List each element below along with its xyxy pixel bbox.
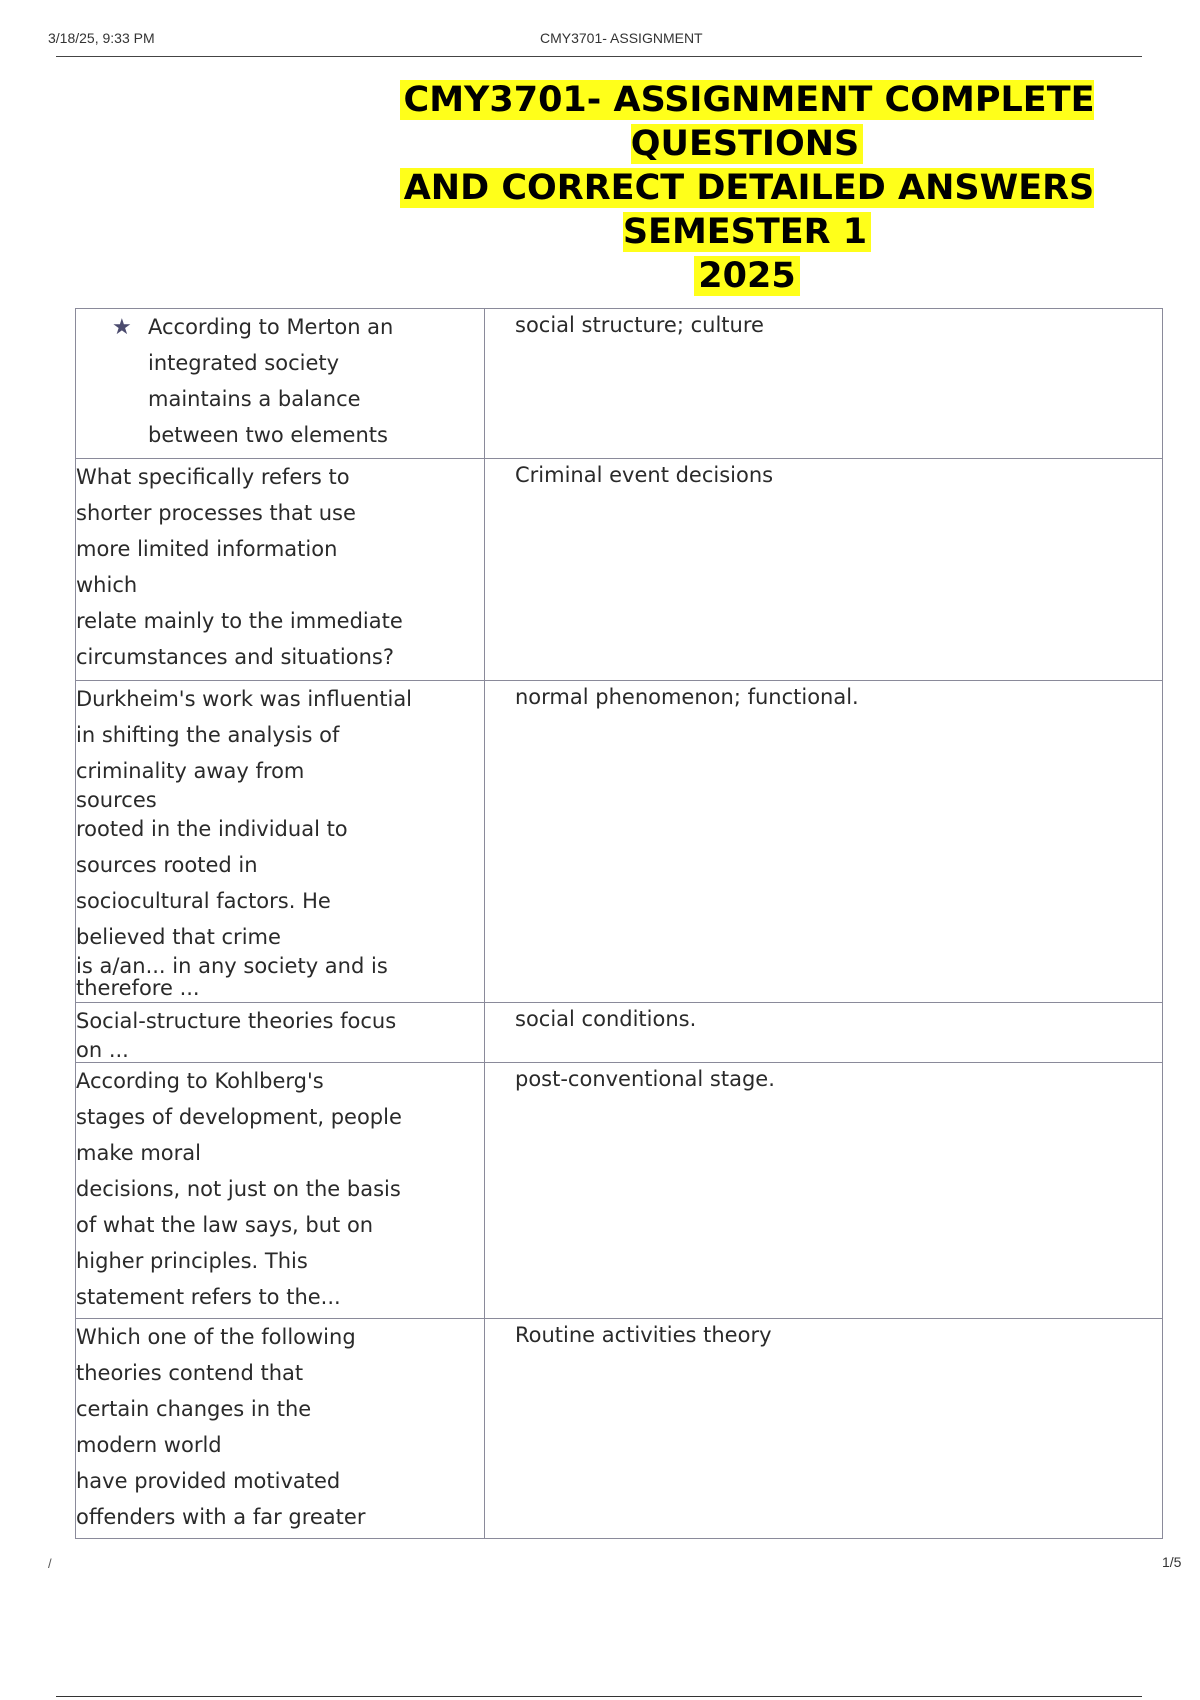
question-line: higher principles. This <box>76 1249 308 1273</box>
question-line: What specifically refers to <box>76 465 350 489</box>
question-line: shorter processes that use <box>76 501 356 525</box>
table-row <box>76 1319 1163 1539</box>
question-cell <box>76 681 485 1003</box>
question-cell <box>76 1063 485 1319</box>
question-cell <box>76 309 485 459</box>
question-line: stages of development, people <box>76 1105 402 1129</box>
answer-text: Criminal event decisions <box>515 463 774 487</box>
question-line: Durkheim's work was influential <box>76 687 413 711</box>
answer-text: social conditions. <box>515 1007 697 1031</box>
question-line: decisions, not just on the basis <box>76 1177 401 1201</box>
title-line-2: AND CORRECT DETAILED ANSWERS SEMESTER 1 <box>400 168 1095 252</box>
answer-cell <box>485 1319 1163 1539</box>
question-line: which <box>76 573 138 597</box>
title-line-3: 2025 <box>694 256 799 296</box>
answer-cell <box>485 681 1163 1003</box>
page-number: 1/5 <box>1162 1554 1182 1570</box>
question-line: relate mainly to the immediate <box>76 609 403 633</box>
question-line: is a/an... in any society and is <box>76 954 388 978</box>
title-line-1: CMY3701- ASSIGNMENT COMPLETE QUESTIONS <box>400 80 1095 164</box>
question-line: therefore ... <box>76 976 200 1000</box>
question-line: criminality away from <box>76 759 305 783</box>
question-cell <box>76 459 485 681</box>
question-line: between two elements <box>148 423 388 447</box>
question-line: integrated society <box>148 351 340 375</box>
answer-text: post-conventional stage. <box>515 1067 775 1091</box>
question-line: in shifting the analysis of <box>76 723 340 747</box>
qa-table <box>75 308 1163 1539</box>
question-line: sources rooted in <box>76 853 258 877</box>
table-row <box>76 459 1163 681</box>
document-title <box>302 78 1192 298</box>
footer-url: / <box>48 1556 52 1571</box>
question-line: statement refers to the... <box>76 1285 341 1309</box>
table-row <box>76 1003 1163 1063</box>
question-line: Which one of the following <box>76 1325 356 1349</box>
question-line: According to Kohlberg's <box>76 1069 324 1093</box>
answer-cell <box>485 1003 1163 1063</box>
table-row <box>76 681 1163 1003</box>
print-date: 3/18/25, 9:33 PM <box>48 30 155 46</box>
question-line: believed that crime <box>76 925 281 949</box>
question-line: modern world <box>76 1433 222 1457</box>
question-line: certain changes in the <box>76 1397 312 1421</box>
question-line: Social-structure theories focus <box>76 1009 397 1033</box>
question-line: sociocultural factors. He <box>76 889 331 913</box>
print-header-title: CMY3701- ASSIGNMENT <box>540 30 703 46</box>
question-line: have provided motivated <box>76 1469 341 1493</box>
answer-cell <box>485 459 1163 681</box>
question-line: theories contend that <box>76 1361 304 1385</box>
question-line: of what the law says, but on <box>76 1213 374 1237</box>
question-line: circumstances and situations? <box>76 645 394 669</box>
bottom-divider <box>56 1696 1142 1697</box>
question-line: offenders with a far greater <box>76 1505 366 1529</box>
star-icon: ★ <box>112 315 132 340</box>
question-line: rooted in the individual to <box>76 817 348 841</box>
question-line: According to Merton an <box>148 315 394 339</box>
table-row <box>76 309 1163 459</box>
question-cell <box>76 1003 485 1063</box>
answer-text: Routine activities theory <box>515 1323 772 1347</box>
question-line: make moral <box>76 1141 201 1165</box>
answer-cell <box>485 309 1163 459</box>
table-row <box>76 1063 1163 1319</box>
question-cell <box>76 1319 485 1539</box>
question-line: sources <box>76 788 157 812</box>
answer-text: social structure; culture <box>515 313 764 337</box>
question-line: on ... <box>76 1038 129 1062</box>
answer-text: normal phenomenon; functional. <box>515 685 859 709</box>
answer-cell <box>485 1063 1163 1319</box>
question-line: maintains a balance <box>148 387 361 411</box>
header-divider <box>56 56 1142 57</box>
question-line: more limited information <box>76 537 338 561</box>
